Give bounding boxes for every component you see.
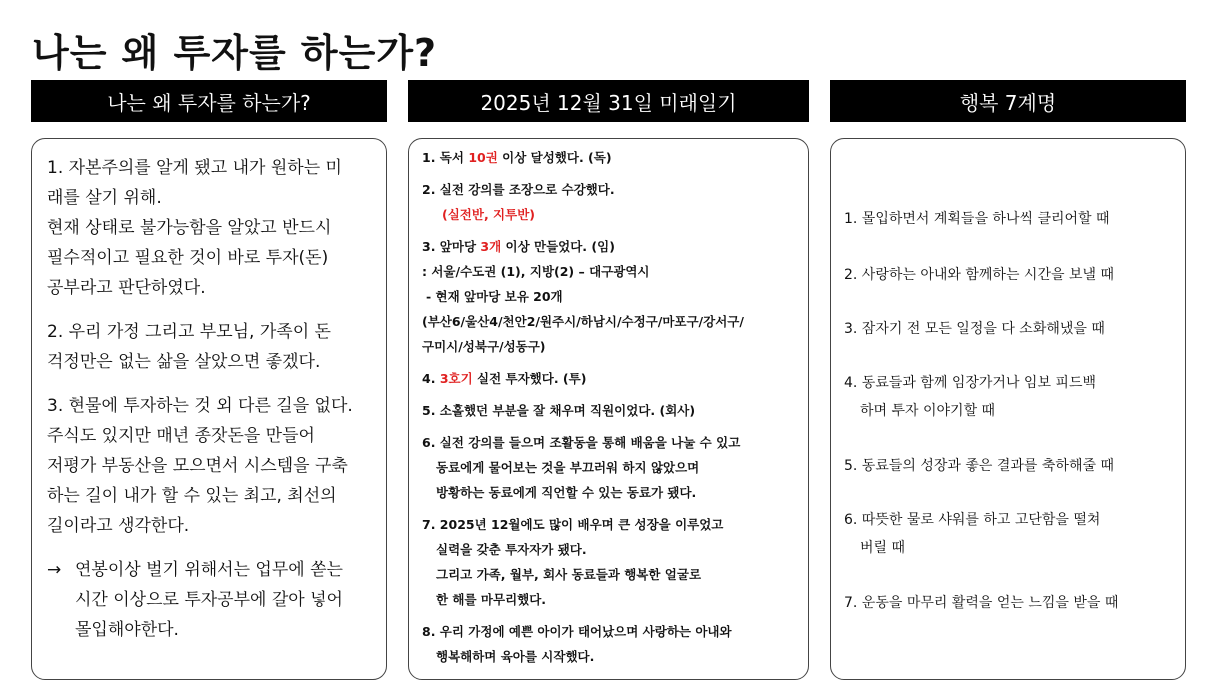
happiness-rules-panel	[830, 138, 1186, 680]
diary-item-3: 3. 앞마당 3개 이상 만들었다. (임) : 서울/수도권 (1), 지방(2) – 대구광역시 - 현재 앞마당 보유 20개 (부산6/울산4/천안2/원주시/하남시/수정구/마포구/강서구/ 구미시/성북구/성동구)	[422, 239, 744, 354]
future-diary-panel	[408, 138, 809, 680]
rule-2: 2. 사랑하는 아내와 함께하는 시간을 보낼 때	[844, 267, 1114, 283]
rule-5: 5. 동료들의 성장과 좋은 결과를 축하해줄 때	[844, 458, 1114, 474]
header-happiness-rules: 행복 7계명	[830, 80, 1186, 122]
header-future-diary: 2025년 12월 31일 미래일기	[408, 80, 809, 122]
page-title: 나는 왜 투자를 하는가?	[32, 31, 438, 75]
conclusion: → 연봉이상 벌기 위해서는 업무에 쏟는 시간 이상으로 투자공부에 갈아 넣어 몰입해야한다.	[47, 555, 374, 645]
rule-3: 3. 잠자기 전 모든 일정을 다 소화해냈을 때	[844, 321, 1105, 337]
diary-item-8: 8. 우리 가정에 예쁜 아이가 태어났으며 사랑하는 아내와 행복해하며 육아를 시작했다.	[422, 624, 732, 664]
diary-item-2: 2. 실전 강의를 조장으로 수강했다. (실전반, 지투반)	[422, 182, 615, 222]
why-invest-panel	[31, 138, 387, 680]
reason-1: 1. 자본주의를 알게 됐고 내가 원하는 미 래를 살기 위해. 현재 상태로 불가능함을 알았고 반드시 필수적이고 필요한 것이 바로 투자(돈) 공부라고 판단하였다.	[47, 158, 342, 298]
diary-item-7: 7. 2025년 12월에도 많이 배우며 큰 성장을 이루었고 실력을 갖춘 투자자가 됐다. 그리고 가족, 월부, 회사 동료들과 행복한 얼굴로 한 해를 마무리했다.	[422, 517, 724, 607]
reason-3: 3. 현물에 투자하는 것 외 다른 길을 없다. 주식도 있지만 매년 종잣돈을 만들어 저평가 부동산을 모으면서 시스템을 구축 하는 길이 내가 할 수 있는 최고, 최선의 길이라고 생각한다.	[47, 396, 353, 536]
arrow-right-icon: →	[47, 560, 62, 580]
rule-7: 7. 운동을 마무리 활력을 얻는 느낌을 받을 때	[844, 595, 1119, 611]
rule-1: 1. 몰입하면서 계획들을 하나씩 클리어할 때	[844, 211, 1110, 227]
reason-2: 2. 우리 가정 그리고 부모님, 가족이 돈 걱정만은 없는 삶을 살았으면 좋겠다.	[47, 322, 331, 372]
diary-item-1: 1. 독서 10권 이상 달성했다. (독)	[422, 150, 612, 165]
diary-item-6: 6. 실전 강의를 들으며 조활동을 통해 배움을 나눌 수 있고 동료에게 물어보는 것을 부끄러워 하지 않았으며 방황하는 동료에게 직언할 수 있는 동료가 됐다.	[422, 435, 741, 500]
header-why-invest: 나는 왜 투자를 하는가?	[31, 80, 387, 122]
rule-4: 4. 동료들과 함께 임장가거나 임보 피드백 하며 투자 이야기할 때	[844, 375, 1096, 419]
diary-item-5: 5. 소홀했던 부분을 잘 채우며 직원이었다. (회사)	[422, 403, 696, 418]
rule-6: 6. 따뜻한 물로 샤워를 하고 고단함을 떨쳐 버릴 때	[844, 512, 1101, 556]
diary-item-4: 4. 3호기 실전 투자했다. (투)	[422, 371, 587, 386]
